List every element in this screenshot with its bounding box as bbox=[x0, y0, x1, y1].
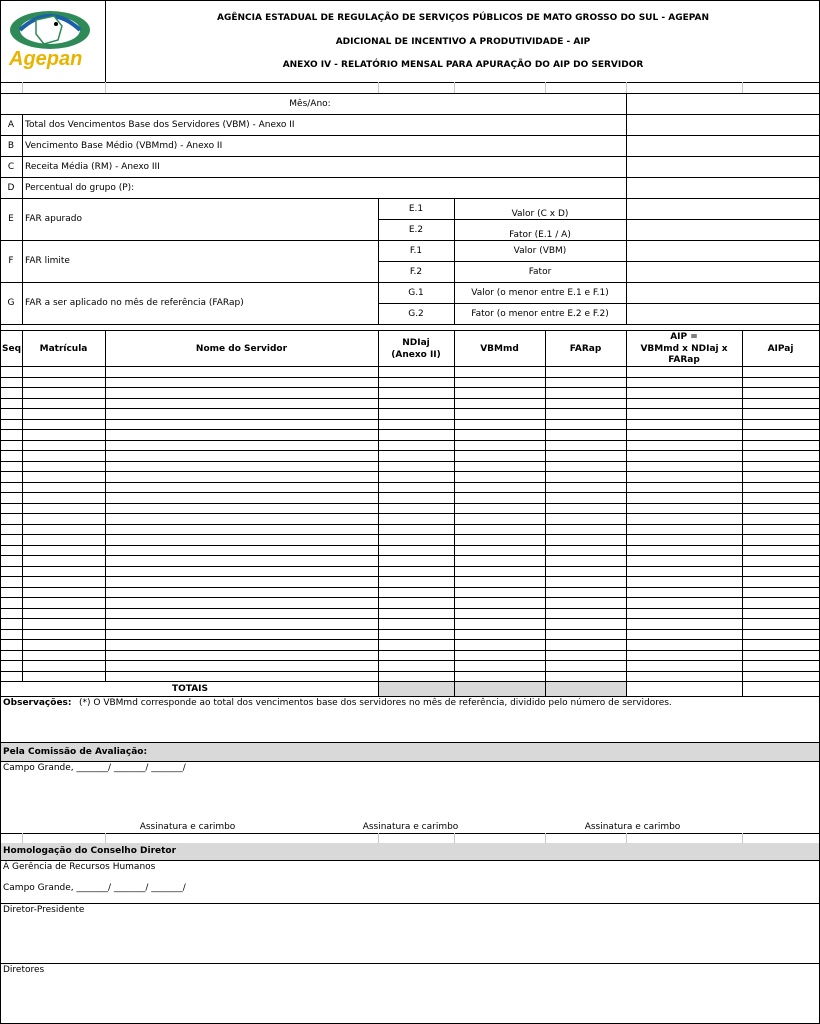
table-row bbox=[0, 629, 820, 630]
col-nome: Nome do Servidor bbox=[195, 344, 288, 354]
comissao-sign-2: Assinatura e carimbo bbox=[362, 822, 459, 832]
table-row bbox=[0, 461, 820, 462]
sub-desc-e2: Fator (E.1 / A) bbox=[509, 230, 571, 240]
conselho-gerencia: À Gerência de Recursos Humanos bbox=[3, 862, 156, 872]
sub-code-e2: E.2 bbox=[408, 225, 424, 235]
col-aipaj: AIPaj bbox=[767, 344, 794, 354]
table-row bbox=[0, 597, 820, 598]
col-aip-line3: FARap bbox=[668, 355, 700, 365]
table-row bbox=[0, 440, 820, 441]
col-vbmmd: VBMmd bbox=[480, 344, 519, 354]
table-row bbox=[0, 377, 820, 378]
sub-desc-f2: Fator bbox=[528, 267, 552, 277]
col-ndiaj-sub: (Anexo II) bbox=[391, 350, 441, 360]
table-row bbox=[0, 555, 820, 556]
row-f-label: FAR limite bbox=[25, 256, 70, 266]
agepan-logo bbox=[6, 6, 96, 76]
row-a-letter: A bbox=[7, 120, 15, 130]
observacoes-text: (*) O VBMmd corresponde ao total dos vencimentos base dos servidores no mês de referência, dividido pelo número de servidores. bbox=[79, 698, 672, 708]
header-line1: AGÊNCIA ESTADUAL DE REGULAÇÃO DE SERVIÇOS PÚBLICOS DE MATO GROSSO DO SUL - AGEPAN bbox=[216, 13, 709, 23]
table-row bbox=[0, 534, 820, 535]
comissao-sign-3: Assinatura e carimbo bbox=[584, 822, 681, 832]
row-a-label: Total dos Vencimentos Base dos Servidores (VBM) - Anexo II bbox=[25, 120, 295, 130]
observacoes-label: Observações: bbox=[3, 698, 72, 708]
diretores-label: Diretores bbox=[3, 965, 45, 975]
sub-desc-g1: Valor (o menor entre E.1 e F.1) bbox=[471, 288, 609, 298]
header-line3: ANEXO IV - RELATÓRIO MENSAL PARA APURAÇÃO DO AIP DO SERVIDOR bbox=[282, 60, 644, 70]
totals-farap-cell bbox=[546, 682, 626, 696]
sub-code-f1: F.1 bbox=[409, 246, 423, 256]
col-ndiaj: NDIaj bbox=[402, 338, 430, 348]
col-farap: FARap bbox=[569, 344, 602, 354]
table-row bbox=[0, 513, 820, 514]
table-row bbox=[0, 608, 820, 609]
mes-ano-label: Mês/Ano: bbox=[289, 99, 331, 109]
table-row bbox=[0, 566, 820, 567]
row-c-label: Receita Média (RM) - Anexo III bbox=[25, 162, 160, 172]
sub-desc-f1: Valor (VBM) bbox=[513, 246, 567, 256]
table-row bbox=[0, 660, 820, 661]
sub-code-f2: F.2 bbox=[409, 267, 423, 277]
col-aip-line1: AIP = bbox=[670, 332, 698, 342]
sub-code-g1: G.1 bbox=[408, 288, 424, 298]
table-row bbox=[0, 492, 820, 493]
table-row bbox=[0, 524, 820, 525]
comissao-sign-1: Assinatura e carimbo bbox=[139, 822, 236, 832]
totals-ndiaj-cell bbox=[379, 682, 454, 696]
totals-label: TOTAIS bbox=[171, 684, 209, 694]
row-e-letter: E bbox=[8, 214, 14, 224]
header bbox=[0, 0, 820, 82]
sub-desc-e1: Valor (C x D) bbox=[511, 209, 569, 219]
row-c-letter: C bbox=[7, 162, 15, 172]
sub-desc-g2: Fator (o menor entre E.2 e F.2) bbox=[471, 309, 609, 319]
row-b-letter: B bbox=[7, 141, 15, 151]
table-row bbox=[0, 408, 820, 409]
col-aip-line2: VBMmd x NDIaj x bbox=[640, 344, 728, 354]
sub-code-g2: G.2 bbox=[408, 309, 424, 319]
table-row bbox=[0, 429, 820, 430]
col-seq: Seq bbox=[2, 344, 22, 354]
row-g-label: FAR a ser aplicado no mês de referência (FARap) bbox=[25, 298, 244, 308]
header-line2: ADICIONAL DE INCENTIVO A PRODUTIVIDADE - AIP bbox=[335, 37, 591, 47]
table-row bbox=[0, 576, 820, 577]
conselho-date: Campo Grande, _______/ _______/ _______/ bbox=[3, 883, 186, 893]
row-d-letter: D bbox=[7, 183, 15, 193]
sub-code-e1: E.1 bbox=[408, 204, 424, 214]
conselho-title: Homologação do Conselho Diretor bbox=[3, 846, 177, 856]
table-row bbox=[0, 398, 820, 399]
table-row bbox=[0, 471, 820, 472]
table-row bbox=[0, 671, 820, 672]
logo-text: Agepan bbox=[9, 48, 83, 70]
table-row bbox=[0, 482, 820, 483]
table-row bbox=[0, 387, 820, 388]
row-d-label: Percentual do grupo (P): bbox=[25, 183, 135, 193]
row-b-label: Vencimento Base Médio (VBMmd) - Anexo II bbox=[25, 141, 223, 151]
row-e-label: FAR apurado bbox=[25, 214, 82, 224]
table-row bbox=[0, 419, 820, 420]
table-row bbox=[0, 450, 820, 451]
table-row bbox=[0, 587, 820, 588]
table-row bbox=[0, 503, 820, 504]
table-row bbox=[0, 618, 820, 619]
totals-vbmmd-cell bbox=[455, 682, 545, 696]
table-row bbox=[0, 650, 820, 651]
row-g-letter: G bbox=[7, 298, 15, 308]
table-row bbox=[0, 545, 820, 546]
row-f-letter: F bbox=[8, 256, 14, 266]
comissao-title: Pela Comissão de Avaliação: bbox=[3, 747, 148, 757]
comissao-date: Campo Grande, _______/ _______/ _______/ bbox=[3, 763, 186, 773]
diretor-presidente-label: Diretor-Presidente bbox=[3, 905, 85, 915]
table-row bbox=[0, 639, 820, 640]
col-matricula: Matrícula bbox=[39, 344, 88, 354]
